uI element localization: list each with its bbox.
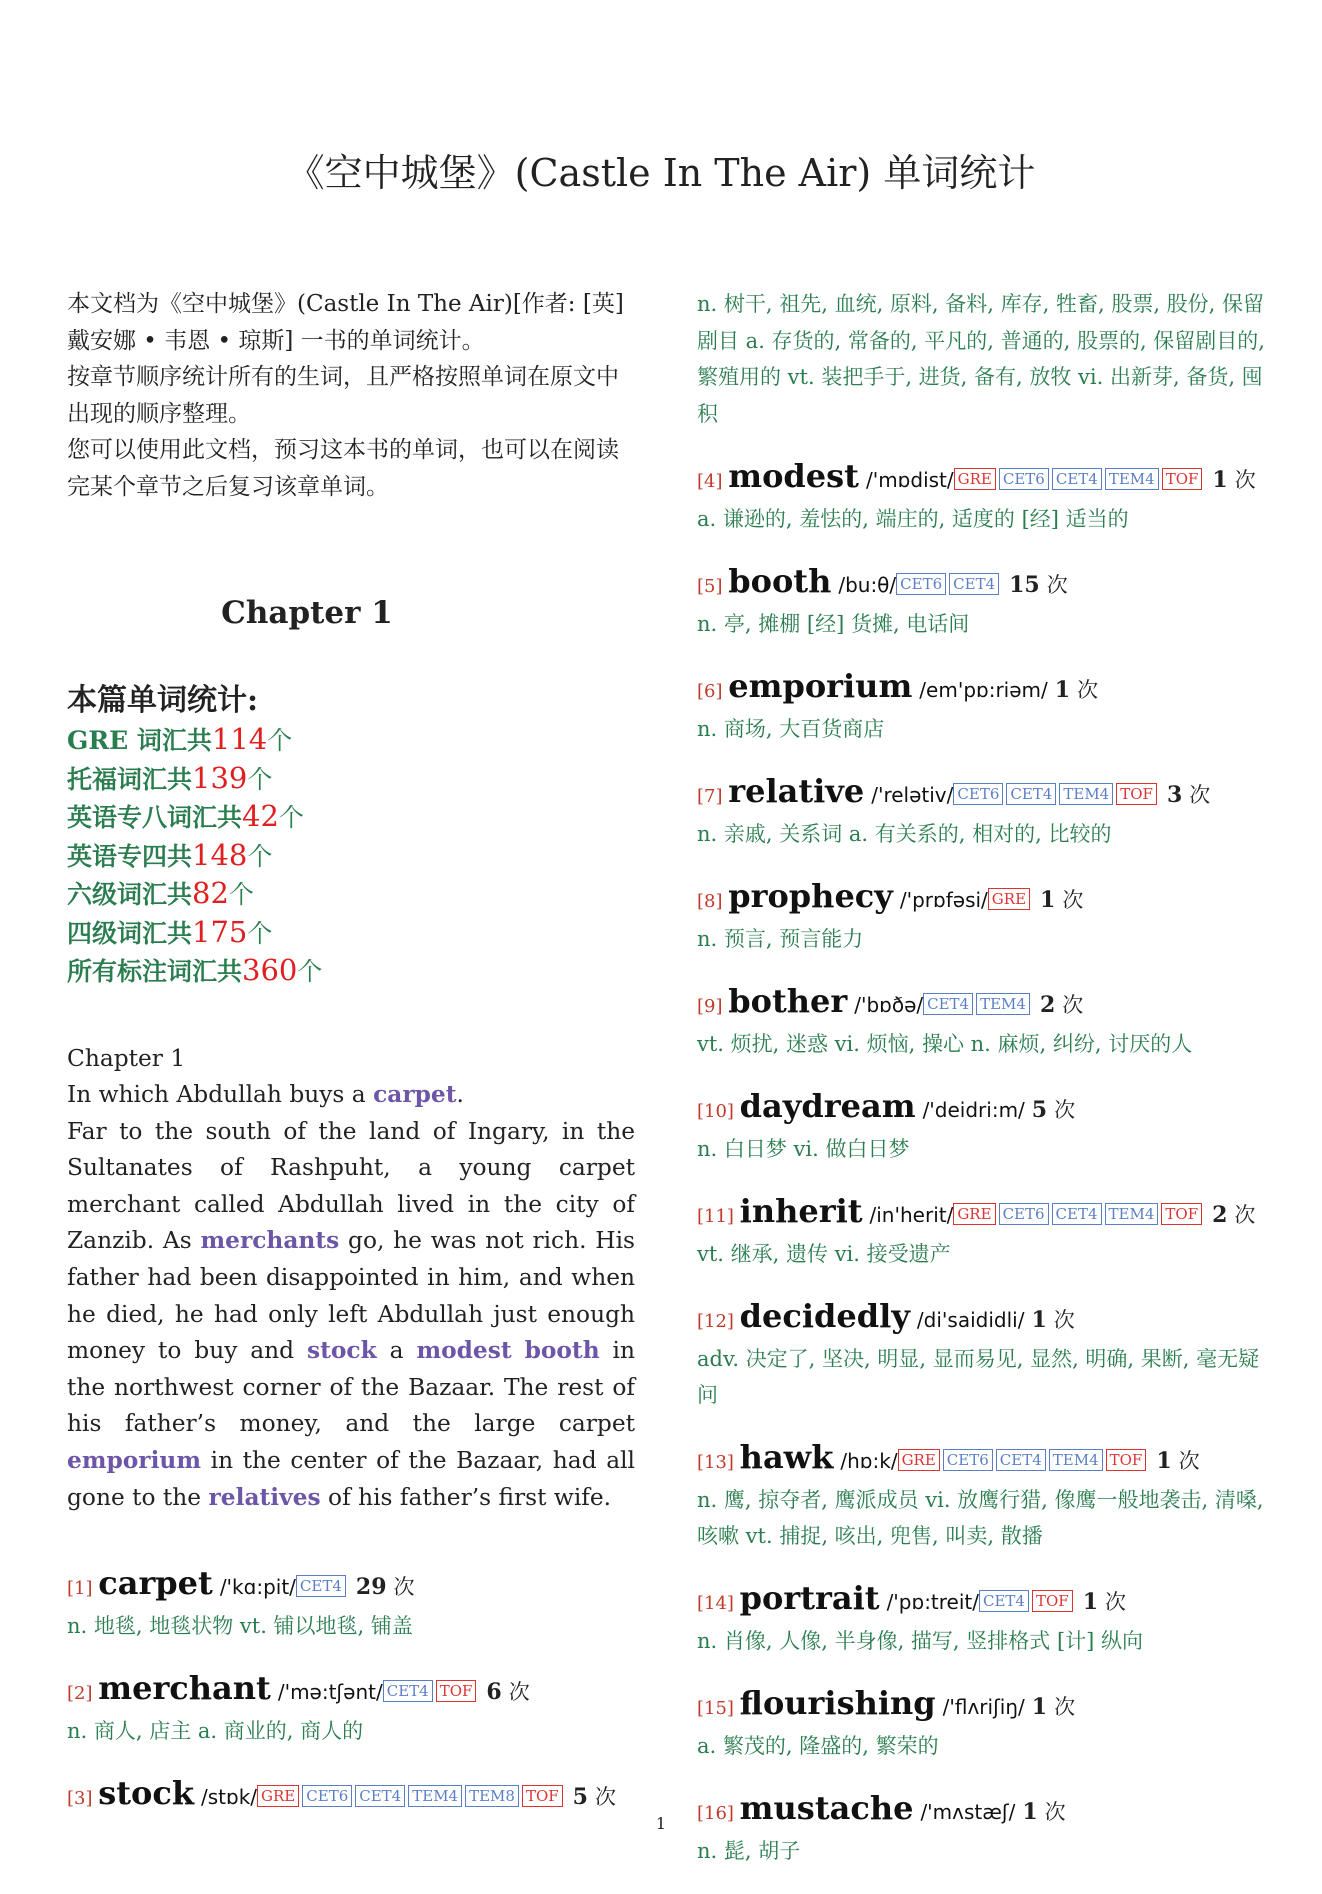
highlight-word-relatives[interactable]: relatives [208, 1483, 321, 1511]
story-fragment: of his father’s first wife. [320, 1483, 612, 1511]
entry-count-unit: 次 [594, 1785, 616, 1810]
entry-count-unit: 次 [1054, 1695, 1076, 1719]
stat-row [67, 952, 635, 991]
entry-index: [5] [697, 576, 729, 597]
entry-definition: adv. 决定了, 坚决, 明显, 显而易见, 显然, 明确, 果断, 毫无疑问 [697, 1347, 1260, 1407]
stat-row [67, 837, 635, 876]
entry-count: 5 [1031, 1097, 1048, 1123]
exam-tag-tof: TOF [1106, 1449, 1147, 1471]
vocab-entry [697, 1192, 1272, 1272]
entry-index: [2] [67, 1683, 99, 1705]
entry-word[interactable]: hawk [739, 1438, 834, 1476]
exam-tag-gre: GRE [953, 1203, 995, 1225]
entry-head [697, 1579, 1272, 1623]
entry-phonetic: /'mʌstæʃ/ [920, 1800, 1016, 1824]
entry-word[interactable]: merchant [98, 1669, 271, 1708]
entry-count: 1 [1040, 887, 1056, 913]
entry-phonetic: /'prɒfəsi/ [899, 888, 988, 912]
vocab-entry [697, 772, 1272, 852]
entry-definition: n. 商场, 大百货商店 [697, 717, 885, 741]
entry-definition: vt. 烦扰, 迷惑 vi. 烦恼, 操心 n. 麻烦, 纠纷, 讨厌的人 [697, 1032, 1193, 1056]
entry-index: [7] [697, 786, 729, 807]
story-fragment: . [456, 1081, 464, 1109]
highlight-word-modest[interactable]: modest [416, 1337, 512, 1365]
stat-count: 82 [192, 876, 229, 910]
document-title: 《空中城堡》(Castle In The Air) 单词统计 [286, 151, 1036, 195]
story-chapter-line: Chapter 1 [67, 1044, 186, 1072]
entry-word[interactable]: decidedly [739, 1297, 910, 1335]
story-text [67, 1041, 635, 1517]
stat-row [67, 875, 635, 914]
entry-head [697, 982, 1272, 1026]
entry-count-unit: 次 [1046, 573, 1068, 597]
stat-label: 所有标注词汇共 [67, 957, 243, 986]
stat-unit: 个 [247, 918, 273, 948]
entry-head [67, 1774, 635, 1818]
stat-unit: 个 [247, 764, 273, 794]
entry-word[interactable]: stock [98, 1774, 195, 1813]
entry-phonetic: /'mə:tʃənt/ [277, 1680, 383, 1705]
exam-tag-cet4: CET4 [949, 573, 999, 595]
stat-count: 139 [192, 760, 248, 795]
entry-head [697, 772, 1272, 816]
entry-count: 2 [1039, 992, 1056, 1018]
entry-head [67, 1564, 635, 1608]
entry-index: [6] [697, 681, 729, 702]
exam-tag-gre: GRE [898, 1449, 940, 1471]
entry-count: 1 [1031, 1694, 1048, 1720]
story-fragment: In which Abdullah buys a [67, 1081, 374, 1109]
entry-index: [9] [697, 996, 729, 1017]
entry-count: 1 [1212, 467, 1228, 493]
stat-row [67, 760, 635, 799]
entry-definition: n. 肖像, 人像, 半身像, 描写, 竖排格式 [计] 纵向 [697, 1629, 1144, 1653]
stat-label: GRE 词汇共 [67, 726, 212, 755]
exam-tag-cet6: CET6 [302, 1785, 352, 1807]
exam-tag-cet4: CET4 [1052, 1203, 1102, 1225]
exam-tag-tof: TOF [522, 1785, 563, 1807]
entry-phonetic: /bu:θ/ [838, 573, 897, 597]
entry-count: 5 [572, 1784, 588, 1811]
entry-phonetic: /hɒ:k/ [840, 1449, 898, 1473]
entry-index: [11] [697, 1206, 740, 1227]
story-subtitle [67, 1077, 635, 1114]
entry-word[interactable]: flourishing [739, 1684, 936, 1722]
exam-tag-cet6: CET6 [953, 783, 1003, 805]
vocab-entry [67, 1669, 635, 1749]
entry-word[interactable]: modest [728, 457, 859, 495]
stat-label: 四级词汇共 [67, 918, 193, 948]
entry-count: 3 [1166, 782, 1183, 808]
vocab-entry [697, 667, 1272, 747]
stat-count: 175 [192, 914, 248, 949]
entry-count-unit: 次 [1234, 468, 1256, 492]
highlight-word-booth[interactable]: booth [524, 1337, 600, 1365]
entry-count: 1 [1082, 1589, 1099, 1615]
stat-unit: 个 [297, 957, 323, 986]
intro-line-1: 本文档为《空中城堡》(Castle In The Air)[作者: [英] 戴安娜 • 韦恩 • 琼斯] 一书的单词统计。 [67, 291, 624, 354]
entry-count: 2 [1212, 1202, 1228, 1228]
stat-row [67, 798, 635, 837]
exam-tag-gre: GRE [257, 1785, 299, 1807]
entry-word[interactable]: portrait [739, 1579, 880, 1617]
entry-definition: n. 亲戚, 关系词 a. 有关系的, 相对的, 比较的 [697, 822, 1112, 846]
entry-count-unit: 次 [1105, 1590, 1127, 1614]
entry-head [697, 1297, 1272, 1341]
entry-word[interactable]: mustache [739, 1789, 914, 1827]
entry-definition: n. 商人, 店主 a. 商业的, 商人的 [67, 1719, 364, 1744]
entry-phonetic: /'mɒdist/ [865, 468, 954, 492]
exam-tag-tem4: TEM4 [976, 993, 1030, 1015]
entry-count-unit: 次 [1234, 1203, 1256, 1227]
exam-tag-tof: TOF [1032, 1590, 1073, 1612]
highlight-word-merchants[interactable]: merchants [200, 1227, 340, 1255]
entry-word[interactable]: booth [728, 562, 832, 600]
exam-tag-tof: TOF [1161, 1203, 1202, 1225]
exam-tag-cet4: CET4 [923, 993, 973, 1015]
entry-count-unit: 次 [1062, 993, 1084, 1017]
highlight-word-emporium[interactable]: emporium [67, 1447, 202, 1475]
vocab-entry [697, 1087, 1272, 1167]
stat-row [67, 914, 635, 953]
story-fragment: in the northwest corner of the Bazaar. The rest of his father’s money, and the large carpet [67, 1337, 636, 1438]
entry-head [697, 562, 1272, 606]
highlight-word-stock[interactable]: stock [306, 1337, 377, 1365]
entry-index: [10] [697, 1101, 740, 1122]
exam-tag-cet6: CET6 [896, 573, 946, 595]
entry-count: 1 [1022, 1799, 1038, 1825]
stat-unit: 个 [278, 803, 304, 832]
stat-count: 360 [242, 953, 298, 987]
entry-count-unit: 次 [1062, 888, 1084, 912]
exam-tag-tem4: TEM4 [1105, 468, 1159, 490]
entry-word[interactable]: emporium [728, 667, 913, 705]
exam-tag-tof: TOF [1162, 468, 1203, 490]
entry-definition: n. 鹰, 掠夺者, 鹰派成员 vi. 放鹰行猎, 像鹰一般地袭击, 清嗓, 咳嗽 vt. 捕捉, 咳出, 兜售, 叫卖, 散播 [697, 1488, 1264, 1548]
entry-phonetic: /'relətiv/ [871, 783, 954, 807]
exam-tag-cet6: CET6 [999, 468, 1049, 490]
entry-phonetic: /di'saididli/ [916, 1308, 1025, 1332]
entry-head [67, 1669, 635, 1713]
left-column [67, 286, 635, 1843]
vocab-entry [697, 1438, 1272, 1554]
vocab-entry [697, 457, 1272, 537]
entry-definition: n. 预言, 预言能力 [697, 927, 864, 951]
exam-tag-cet4: CET4 [1006, 783, 1056, 805]
vocab-entry [697, 982, 1272, 1062]
entry-definition: n. 地毯, 地毯状物 vt. 铺以地毯, 铺盖 [67, 1614, 413, 1639]
story-fragment: a [376, 1337, 417, 1365]
entry-definition: n. 髭, 胡子 [697, 1839, 801, 1863]
exam-tag-gre: GRE [954, 468, 996, 490]
vocab-list-right [697, 457, 1272, 1869]
vocab-entry [697, 1684, 1272, 1764]
stat-count: 148 [192, 837, 248, 872]
entry-count-unit: 次 [1044, 1800, 1066, 1824]
entry-head [697, 1438, 1272, 1482]
stat-label: 英语专四共 [67, 841, 193, 871]
stat-count: 114 [211, 722, 268, 756]
vocab-entry [697, 562, 1272, 642]
entry-head [697, 1192, 1272, 1236]
intro [67, 286, 635, 505]
exam-tag-gre: GRE [988, 888, 1030, 910]
entry-index: [13] [697, 1452, 740, 1473]
entry-phonetic: /'kɑ:pit/ [219, 1575, 296, 1600]
exam-tag-cet4: CET4 [383, 1680, 433, 1702]
vocab-list-left [67, 1564, 635, 1818]
entry-head [697, 877, 1272, 921]
entry-count: 15 [1009, 572, 1040, 598]
vocab-entry [697, 877, 1272, 957]
intro-line-2: 按章节顺序统计所有的生词，且严格按照单词在原文中出现的顺序整理。 [67, 364, 619, 427]
entry-count-unit: 次 [393, 1575, 415, 1600]
entry-count-unit: 次 [1178, 1449, 1200, 1473]
exam-tag-cet4: CET4 [996, 1449, 1046, 1471]
stat-unit: 个 [247, 841, 273, 871]
exam-tag-tof: TOF [436, 1680, 477, 1702]
exam-tag-cet4: CET4 [355, 1785, 405, 1807]
intro-line-3: 您可以使用此文档，预习这本书的单词，也可以在阅读完某个章节之后复习该章单词。 [67, 437, 619, 500]
entry-count: 29 [355, 1574, 387, 1601]
stat-unit: 个 [267, 726, 293, 755]
entry-head [697, 1087, 1272, 1131]
entry-phonetic: /em'pɒ:riəm/ [919, 678, 1048, 702]
highlight-word-carpet[interactable]: carpet [373, 1081, 457, 1109]
entry-count-unit: 次 [1077, 678, 1099, 702]
exam-tag-tem4: TEM4 [1059, 783, 1113, 805]
exam-tag-tem4: TEM4 [1049, 1449, 1103, 1471]
entry-definition: a. 繁茂的, 隆盛的, 繁荣的 [697, 1734, 939, 1758]
vocab-entry [697, 1297, 1272, 1413]
entry-word[interactable]: prophecy [728, 877, 893, 915]
exam-tag-tem8: TEM8 [465, 1785, 519, 1807]
entry-phonetic: /'deidri:m/ [922, 1098, 1025, 1122]
stat-unit: 个 [228, 880, 254, 909]
entry-count: 1 [1054, 677, 1071, 703]
entry-definition-continued: n. 树干, 祖先, 血统, 原料, 备料, 库存, 牲畜, 股票, 股份, 保留剧目 a. 存货的, 常备的, 平凡的, 普通的, 股票的, 保留剧目的, 繁殖用的 vt. 装把手于, 进货, 备有, 放牧 vi. 出新芽, 备货, 囤积 [697, 292, 1265, 426]
vocab-entry [67, 1774, 635, 1818]
stats-title: 本篇单词统计: [67, 683, 259, 718]
entry-count-unit: 次 [508, 1680, 530, 1705]
entry-word[interactable]: carpet [98, 1564, 213, 1603]
entry-head [697, 1684, 1272, 1728]
stat-row [67, 721, 635, 760]
entry-definition: n. 白日梦 vi. 做白日梦 [697, 1137, 910, 1161]
entry-count-unit: 次 [1053, 1308, 1075, 1332]
vocab-entry [67, 1564, 635, 1644]
exam-tag-cet6: CET6 [999, 1203, 1049, 1225]
entry-index: [12] [697, 1311, 740, 1332]
entry-word[interactable]: relative [728, 772, 865, 810]
entry-count: 1 [1031, 1307, 1047, 1333]
chapter-heading: Chapter 1 [221, 595, 393, 631]
entry-index: [16] [697, 1803, 740, 1824]
entry-count-unit: 次 [1189, 783, 1211, 807]
entry-count-unit: 次 [1054, 1098, 1076, 1122]
exam-tag-cet4: CET4 [979, 1590, 1029, 1612]
entry-definition: a. 谦逊的, 羞怯的, 端庄的, 适度的 [经] 适当的 [697, 507, 1129, 531]
vocab-entry [697, 1579, 1272, 1659]
exam-tag-cet4: CET4 [296, 1575, 346, 1597]
story-fragment: go, he was not rich. His father had been disappointed in him, and when he died, he had only left Abdullah just enough money to buy and [67, 1227, 636, 1365]
entry-phonetic: /in'herit/ [869, 1203, 954, 1227]
entry-index: [15] [697, 1698, 740, 1719]
entry-count: 6 [486, 1679, 502, 1706]
entry-head [697, 457, 1272, 501]
entry-index: [1] [67, 1578, 99, 1600]
entry-word[interactable]: daydream [739, 1087, 916, 1125]
exam-tag-tof: TOF [1116, 783, 1157, 805]
entry-phonetic: /'pɒ:treit/ [886, 1590, 979, 1614]
entry-definition: n. 亭, 摊棚 [经] 货摊, 电话间 [697, 612, 970, 636]
exam-tag-tem4: TEM4 [408, 1785, 462, 1807]
stat-label: 六级词汇共 [67, 880, 193, 909]
right-column [697, 286, 1272, 1894]
story-fragment [512, 1337, 525, 1364]
entry-word[interactable]: inherit [739, 1192, 863, 1230]
entry-phonetic: /stɒk/ [201, 1785, 258, 1810]
stat-count: 42 [242, 799, 279, 833]
entry-index: [4] [697, 471, 729, 492]
entry-phonetic: /'bɒðə/ [854, 993, 924, 1017]
stat-label: 托福词汇共 [67, 764, 193, 794]
entry-head [697, 667, 1272, 711]
entry-word[interactable]: bother [728, 982, 848, 1020]
story-paragraph [67, 1114, 635, 1517]
story-fragment: Far to the south of the land of Ingary, in the Sultanates of Rashpuht, a young carpet merchant called Abdullah lived in the city of Zanzib. As [67, 1117, 635, 1255]
entry-index: [3] [67, 1788, 99, 1810]
exam-tag-cet4: CET4 [1052, 468, 1102, 490]
stats-list [67, 721, 635, 991]
exam-tag-tem4: TEM4 [1105, 1203, 1159, 1225]
entry-phonetic: /'flʌriʃiŋ/ [942, 1695, 1025, 1719]
entry-index: [14] [697, 1593, 740, 1614]
story-fragment: in the center of the Bazaar, had all gone to the [67, 1447, 635, 1511]
stat-label: 英语专八词汇共 [67, 803, 243, 832]
exam-tag-cet6: CET6 [943, 1449, 993, 1471]
entry-index: [8] [697, 891, 729, 912]
page-number: 1 [655, 1814, 667, 1833]
entry-count: 1 [1156, 1448, 1172, 1474]
entry-definition: vt. 继承, 遗传 vi. 接受遗产 [697, 1242, 951, 1266]
